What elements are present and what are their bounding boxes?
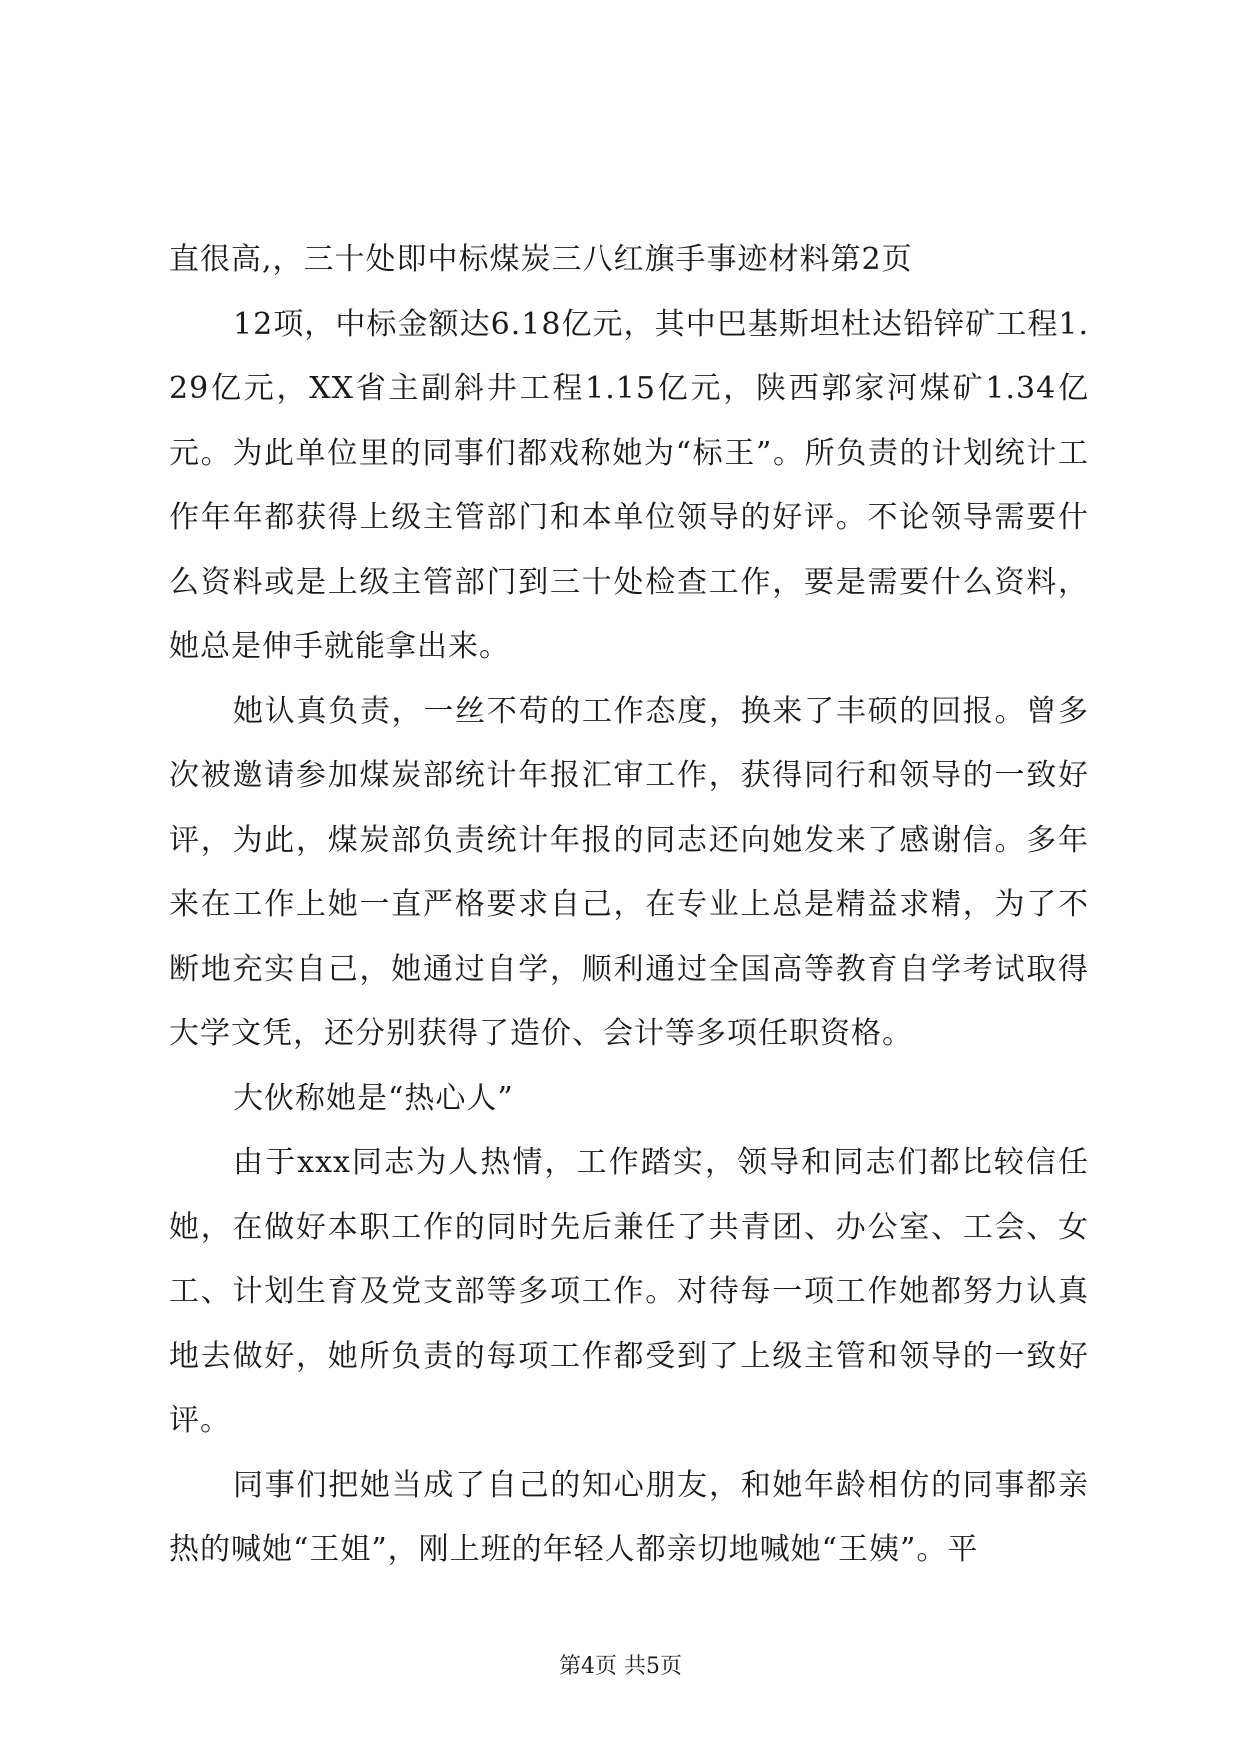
document-body [169, 228, 1089, 1583]
paragraph-responsibility: 她认真负责，一丝不苟的工作态度，换来了丰硕的回报。曾多次被邀请参加煤炭部统计年报汇审工作，获得同行和领导的一致好评，为此，煤炭部负责统计年报的同志还向她发来了感谢信。多年来在工作上她一直严格要求自己，在专业上总是精益求精，为了不断地充实自己，她通过自学，顺利通过全国高等教育自学考试取得大学文凭，还分别获得了造价、会计等多项任职资格。 [169, 693, 1089, 1051]
section-heading-warm-hearted: 大伙称她是“热心人” [233, 1080, 514, 1116]
paragraph-continuation: 直很高,，三十处即中标煤炭三八红旗手事迹材料第2页 [169, 242, 913, 277]
page-footer: 第4页 共5页 [559, 1654, 682, 1679]
paragraph-colleagues: 同事们把她当成了自己的知心朋友，和她年龄相仿的同事都亲热的喊她“王姐”，刚上班的年轻人都亲切地喊她“王姨”。平 [169, 1467, 1089, 1567]
paragraph-multiple-roles: 由于xxx同志为人热情，工作踏实，领导和同志们都比较信任她，在做好本职工作的同时先后兼任了共青团、办公室、工会、女工、计划生育及党支部等多项工作。对待每一项工作她都努力认真地去做好，她所负责的每项工作都受到了上级主管和领导的一致好评。 [169, 1145, 1089, 1438]
paragraph-bidding: 12项，中标金额达6.18亿元，其中巴基斯坦杜达铅锌矿工程1.29亿元，XX省主副斜井工程1.15亿元，陕西郭家河煤矿1.34亿元。为此单位里的同事们都戏称她为“标王”。所负责的计划统计工作年年都获得上级主管部门和本单位领导的好评。不论领导需要什么资料或是上级主管部门到三十处检查工作，要是需要什么资料，她总是伸手就能拿出来。 [169, 306, 1089, 664]
